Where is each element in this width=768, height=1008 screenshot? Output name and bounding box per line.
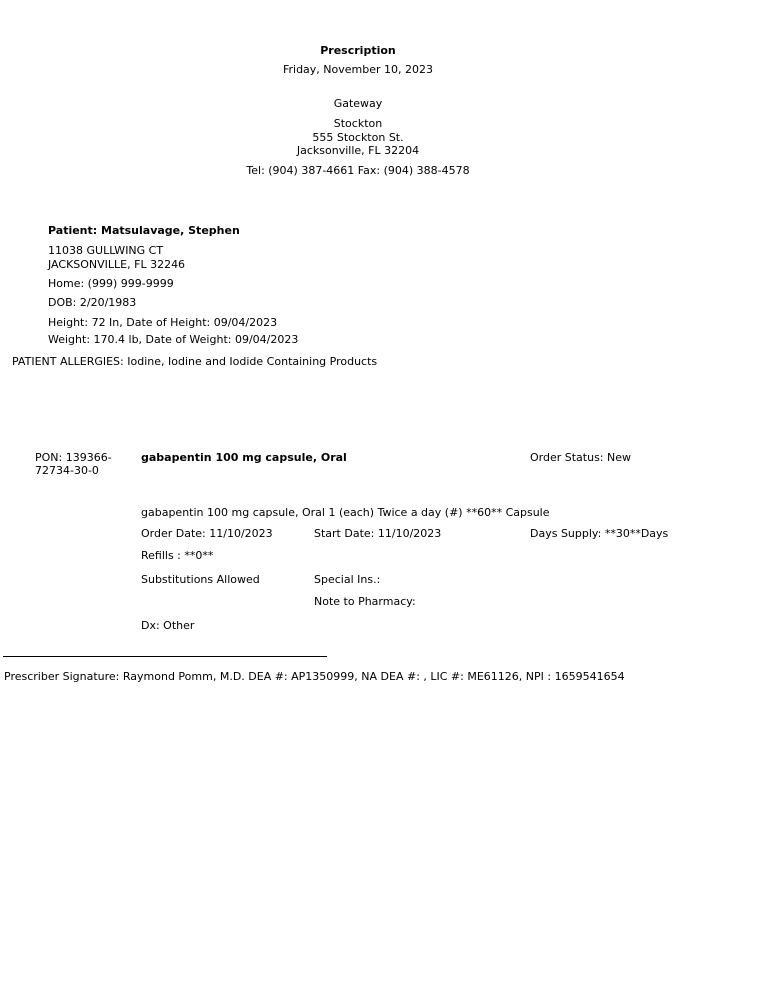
order-diagnosis: Dx: Other xyxy=(141,619,195,632)
order-date: Order Date: 11/10/2023 xyxy=(141,527,273,540)
prescription-title: Prescription xyxy=(320,44,396,57)
pharmacy-address-line1: 555 Stockton St. xyxy=(312,131,404,144)
pharmacy-contact: Tel: (904) 387-4661 Fax: (904) 388-4578 xyxy=(246,164,470,177)
patient-address-line1: 11038 GULLWING CT xyxy=(48,244,164,257)
prescriber-signature: Prescriber Signature: Raymond Pomm, M.D. DEA #: AP1350999, NA DEA #: , LIC #: ME61126, NPI : 1659541654 xyxy=(4,670,625,683)
prescription-date: Friday, November 10, 2023 xyxy=(282,63,434,76)
order-drug-name: gabapentin 100 mg capsule, Oral xyxy=(141,451,347,464)
order-start-date: Start Date: 11/10/2023 xyxy=(314,527,442,540)
patient-home-phone: Home: (999) 999-9999 xyxy=(48,277,174,290)
patient-dob: DOB: 2/20/1983 xyxy=(48,296,137,309)
order-substitutions: Substitutions Allowed xyxy=(141,573,260,586)
patient-allergies: PATIENT ALLERGIES: Iodine, Iodine and Iodide Containing Products xyxy=(12,355,378,368)
signature-line xyxy=(3,656,327,657)
pharmacy-location: Stockton xyxy=(333,117,383,130)
patient-address-line2: JACKSONVILLE, FL 32246 xyxy=(48,258,186,271)
order-pon-line1: PON: 139366- xyxy=(35,451,112,464)
order-pon-line2: 72734-30-0 xyxy=(35,464,99,477)
patient-weight: Weight: 170.4 lb, Date of Weight: 09/04/2023 xyxy=(48,333,299,346)
order-status: Order Status: New xyxy=(530,451,632,464)
patient-height: Height: 72 In, Date of Height: 09/04/2023 xyxy=(48,316,278,329)
order-sig: gabapentin 100 mg capsule, Oral 1 (each) Twice a day (#) **60** Capsule xyxy=(141,506,550,519)
order-note-to-pharmacy: Note to Pharmacy: xyxy=(314,595,416,608)
patient-name: Patient: Matsulavage, Stephen xyxy=(48,224,240,237)
order-refills: Refills : **0** xyxy=(141,549,214,562)
order-special-instructions: Special Ins.: xyxy=(314,573,381,586)
pharmacy-address-line2: Jacksonville, FL 32204 xyxy=(296,144,420,157)
order-days-supply: Days Supply: **30**Days xyxy=(530,527,669,540)
pharmacy-name: Gateway xyxy=(333,97,383,110)
